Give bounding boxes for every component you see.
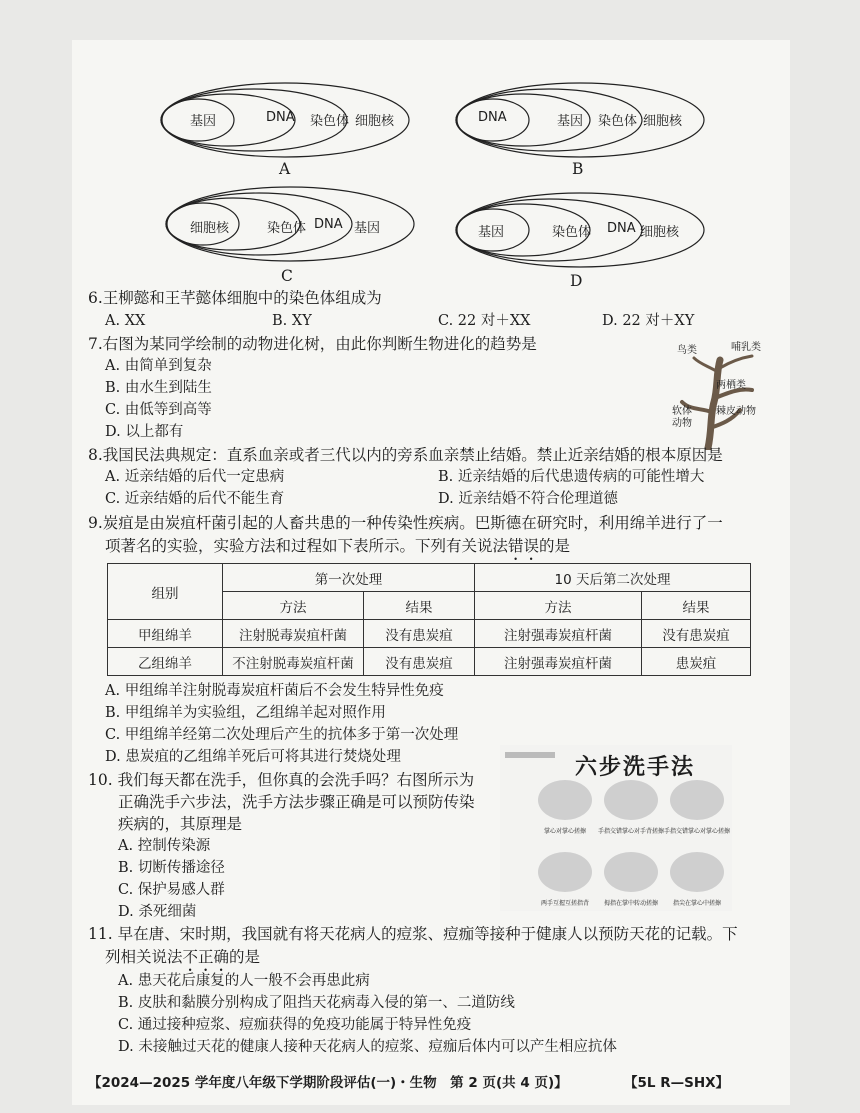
table-cell: 没有患炭疽 — [642, 620, 751, 648]
q9-emphasis-word: 错误 — [508, 537, 540, 555]
hand-step-6-illustration — [670, 852, 724, 892]
q10-option-d: D. 杀死细菌 — [118, 904, 197, 920]
diagram-a-letter: A — [279, 160, 291, 178]
hand-step-4-caption: 两手互握互搓指背 — [540, 900, 589, 907]
q11-option-c: C. 通过接种痘浆、痘痂获得的免疫功能属于特异性免疫 — [118, 1017, 472, 1033]
q11-option-b: B. 皮肤和黏膜分别构成了阻挡天花病毒入侵的第一、二道防线 — [118, 995, 515, 1011]
evolution-tree-illustration — [660, 350, 770, 450]
table-cell: 乙组绵羊 — [108, 648, 223, 676]
footer-code: 【5L R—SHX】 — [624, 1075, 730, 1091]
diagram-a-label-2: DNA — [266, 110, 295, 125]
hand-step-2-illustration — [604, 780, 658, 820]
handwash-title-bar — [505, 752, 555, 758]
diagram-d-letter: D — [570, 272, 583, 290]
q8-option-d: D. 近亲结婚不符合伦理道德 — [438, 491, 618, 507]
diagram-a-label-3: 染色体 — [310, 114, 350, 129]
tree-label-mollusks-1: 软体 — [672, 406, 692, 417]
q6-option-a: A. XX — [105, 313, 146, 329]
tree-label-echinoderms: 棘皮动物 — [716, 406, 756, 417]
table-header-group: 组别 — [108, 564, 223, 620]
q6-option-c: C. 22 对＋XX — [438, 313, 531, 329]
q9-option-a: A. 甲组绵羊注射脱毒炭疽杆菌后不会发生特异性免疫 — [105, 683, 444, 699]
table-subheader-result-1: 结果 — [364, 592, 475, 620]
table-cell: 注射强毒炭疽杆菌 — [475, 620, 642, 648]
q7-option-d: D. 以上都有 — [105, 424, 184, 440]
hand-step-3-illustration — [670, 780, 724, 820]
table-row — [108, 620, 751, 648]
hand-step-1-caption: 掌心对掌心搓擦 — [543, 828, 586, 835]
q11-option-a: A. 患天花后康复的人一般不会再患此病 — [118, 973, 370, 989]
q10-option-b: B. 切断传播途径 — [118, 860, 225, 876]
q7-option-a: A. 由简单到复杂 — [105, 358, 212, 374]
diagram-c-label-1: 细胞核 — [190, 221, 230, 236]
q7-stem: 7.右图为某同学绘制的动物进化树，由此你判断生物进化的趋势是 — [88, 335, 537, 353]
diagram-b-letter: B — [572, 160, 584, 178]
handwash-title: 六步洗手法 — [575, 755, 696, 780]
q10-stem-line-1: 10. 我们每天都在洗手，但你真的会洗手吗？右图所示为 — [88, 771, 475, 789]
table-cell: 注射强毒炭疽杆菌 — [475, 648, 642, 676]
q8-stem: 8.我国民法典规定：直系血亲或者三代以内的旁系血亲禁止结婚。禁止近亲结婚的根本原因是 — [88, 446, 723, 464]
experiment-table — [107, 563, 751, 676]
q9-option-b: B. 甲组绵羊为实验组，乙组绵羊起对照作用 — [105, 705, 386, 721]
q8-option-c: C. 近亲结婚的后代不能生育 — [105, 491, 285, 507]
q9-stem-text: 项著名的实验，实验方法和过程如下表所示。下列有关说法 — [105, 537, 509, 555]
table-cell: 不注射脱毒炭疽杆菌 — [223, 648, 364, 676]
table-cell: 没有患炭疽 — [364, 648, 475, 676]
diagram-b-label-1: DNA — [478, 110, 507, 125]
q6-option-b: B. XY — [272, 313, 312, 329]
diagram-a-label-1: 基因 — [190, 114, 217, 129]
hand-step-5-caption: 拇指在掌中转动搓擦 — [603, 900, 658, 907]
table-subheader-result-2: 结果 — [642, 592, 751, 620]
q11-stem-line-1: 11. 早在唐、宋时期，我国就有将天花病人的痘浆、痘痂等接种于健康人以预防天花的记载。下 — [88, 925, 738, 943]
diagram-a-label-4: 细胞核 — [355, 114, 395, 129]
q8-option-a: A. 近亲结婚的后代一定患病 — [105, 469, 285, 485]
hand-step-6-caption: 指尖在掌心中搓擦 — [672, 900, 721, 907]
table-cell: 注射脱毒炭疽杆菌 — [223, 620, 364, 648]
hand-step-2-caption: 手指交错掌心对手背搓擦 — [597, 828, 664, 835]
q11-option-d: D. 未接触过天花的健康人接种天花病人的痘浆、痘痂后体内可以产生相应抗体 — [118, 1039, 617, 1055]
q11-emphasis-word: 不正确 — [182, 948, 230, 966]
q10-stem-line-2: 正确洗手六步法，洗手方法步骤正确是可以预防传染 — [118, 793, 475, 811]
table-subheader-method-1: 方法 — [223, 592, 364, 620]
diagram-d-label-3: DNA — [607, 221, 636, 236]
q7-option-c: C. 由低等到高等 — [105, 402, 212, 418]
diagram-d-label-4: 细胞核 — [640, 225, 680, 240]
q6-stem: 6.王柳懿和王芊懿体细胞中的染色体组成为 — [88, 289, 382, 307]
q10-option-a: A. 控制传染源 — [118, 838, 211, 854]
hand-step-4-illustration — [538, 852, 592, 892]
diagram-c-label-4: 基因 — [354, 221, 381, 236]
q6-option-d: D. 22 对＋XY — [602, 313, 695, 329]
table-cell: 甲组绵羊 — [108, 620, 223, 648]
q9-stem-line-2 — [105, 535, 570, 564]
table-subheader-method-2: 方法 — [475, 592, 642, 620]
q10-stem-line-3: 疾病的，其原理是 — [118, 815, 243, 833]
hand-step-3-caption: 手指交错掌心对掌心搓擦 — [663, 828, 730, 835]
tree-label-mammals: 哺乳类 — [731, 342, 761, 353]
diagram-b-label-2: 基因 — [557, 114, 584, 129]
q9-option-d: D. 患炭疽的乙组绵羊死后可将其进行焚烧处理 — [105, 749, 401, 765]
q10-option-c: C. 保护易感人群 — [118, 882, 225, 898]
hand-step-1-illustration — [538, 780, 592, 820]
table-header-second: 10 天后第二次处理 — [475, 564, 751, 592]
q9-stem-tail: 的是 — [539, 537, 571, 555]
diagram-c-label-2: 染色体 — [267, 221, 307, 236]
table-row — [108, 648, 751, 676]
diagram-b-label-3: 染色体 — [598, 114, 638, 129]
tree-label-amphibians: 两栖类 — [716, 380, 746, 391]
q7-option-b: B. 由水生到陆生 — [105, 380, 212, 396]
q9-stem-line-1: 9.炭疽是由炭疽杆菌引起的人畜共患的一种传染性疾病。巴斯德在研究时，利用绵羊进行了一 — [88, 514, 723, 532]
footer-page-info: 【2024—2025 学年度八年级下学期阶段评估(一)・生物 第 2 页(共 4 页)】 — [88, 1075, 568, 1091]
q11-stem-tail: 的是 — [229, 948, 261, 966]
q8-option-b: B. 近亲结婚的后代患遗传病的可能性增大 — [438, 469, 705, 485]
table-cell: 患炭疽 — [642, 648, 751, 676]
diagram-c-label-3: DNA — [314, 217, 343, 232]
q11-stem-text: 列相关说法 — [105, 948, 183, 966]
tree-label-birds: 鸟类 — [677, 345, 697, 356]
diagram-b-label-4: 细胞核 — [643, 114, 683, 129]
diagram-d-label-1: 基因 — [478, 225, 505, 240]
table-header-first: 第一次处理 — [223, 564, 475, 592]
table-cell: 没有患炭疽 — [364, 620, 475, 648]
q9-option-c: C. 甲组绵羊经第二次处理后产生的抗体多于第一次处理 — [105, 727, 459, 743]
tree-label-mollusks-2: 动物 — [672, 418, 692, 429]
hand-step-5-illustration — [604, 852, 658, 892]
diagram-c-letter: C — [281, 267, 293, 285]
diagram-d-label-2: 染色体 — [552, 225, 592, 240]
